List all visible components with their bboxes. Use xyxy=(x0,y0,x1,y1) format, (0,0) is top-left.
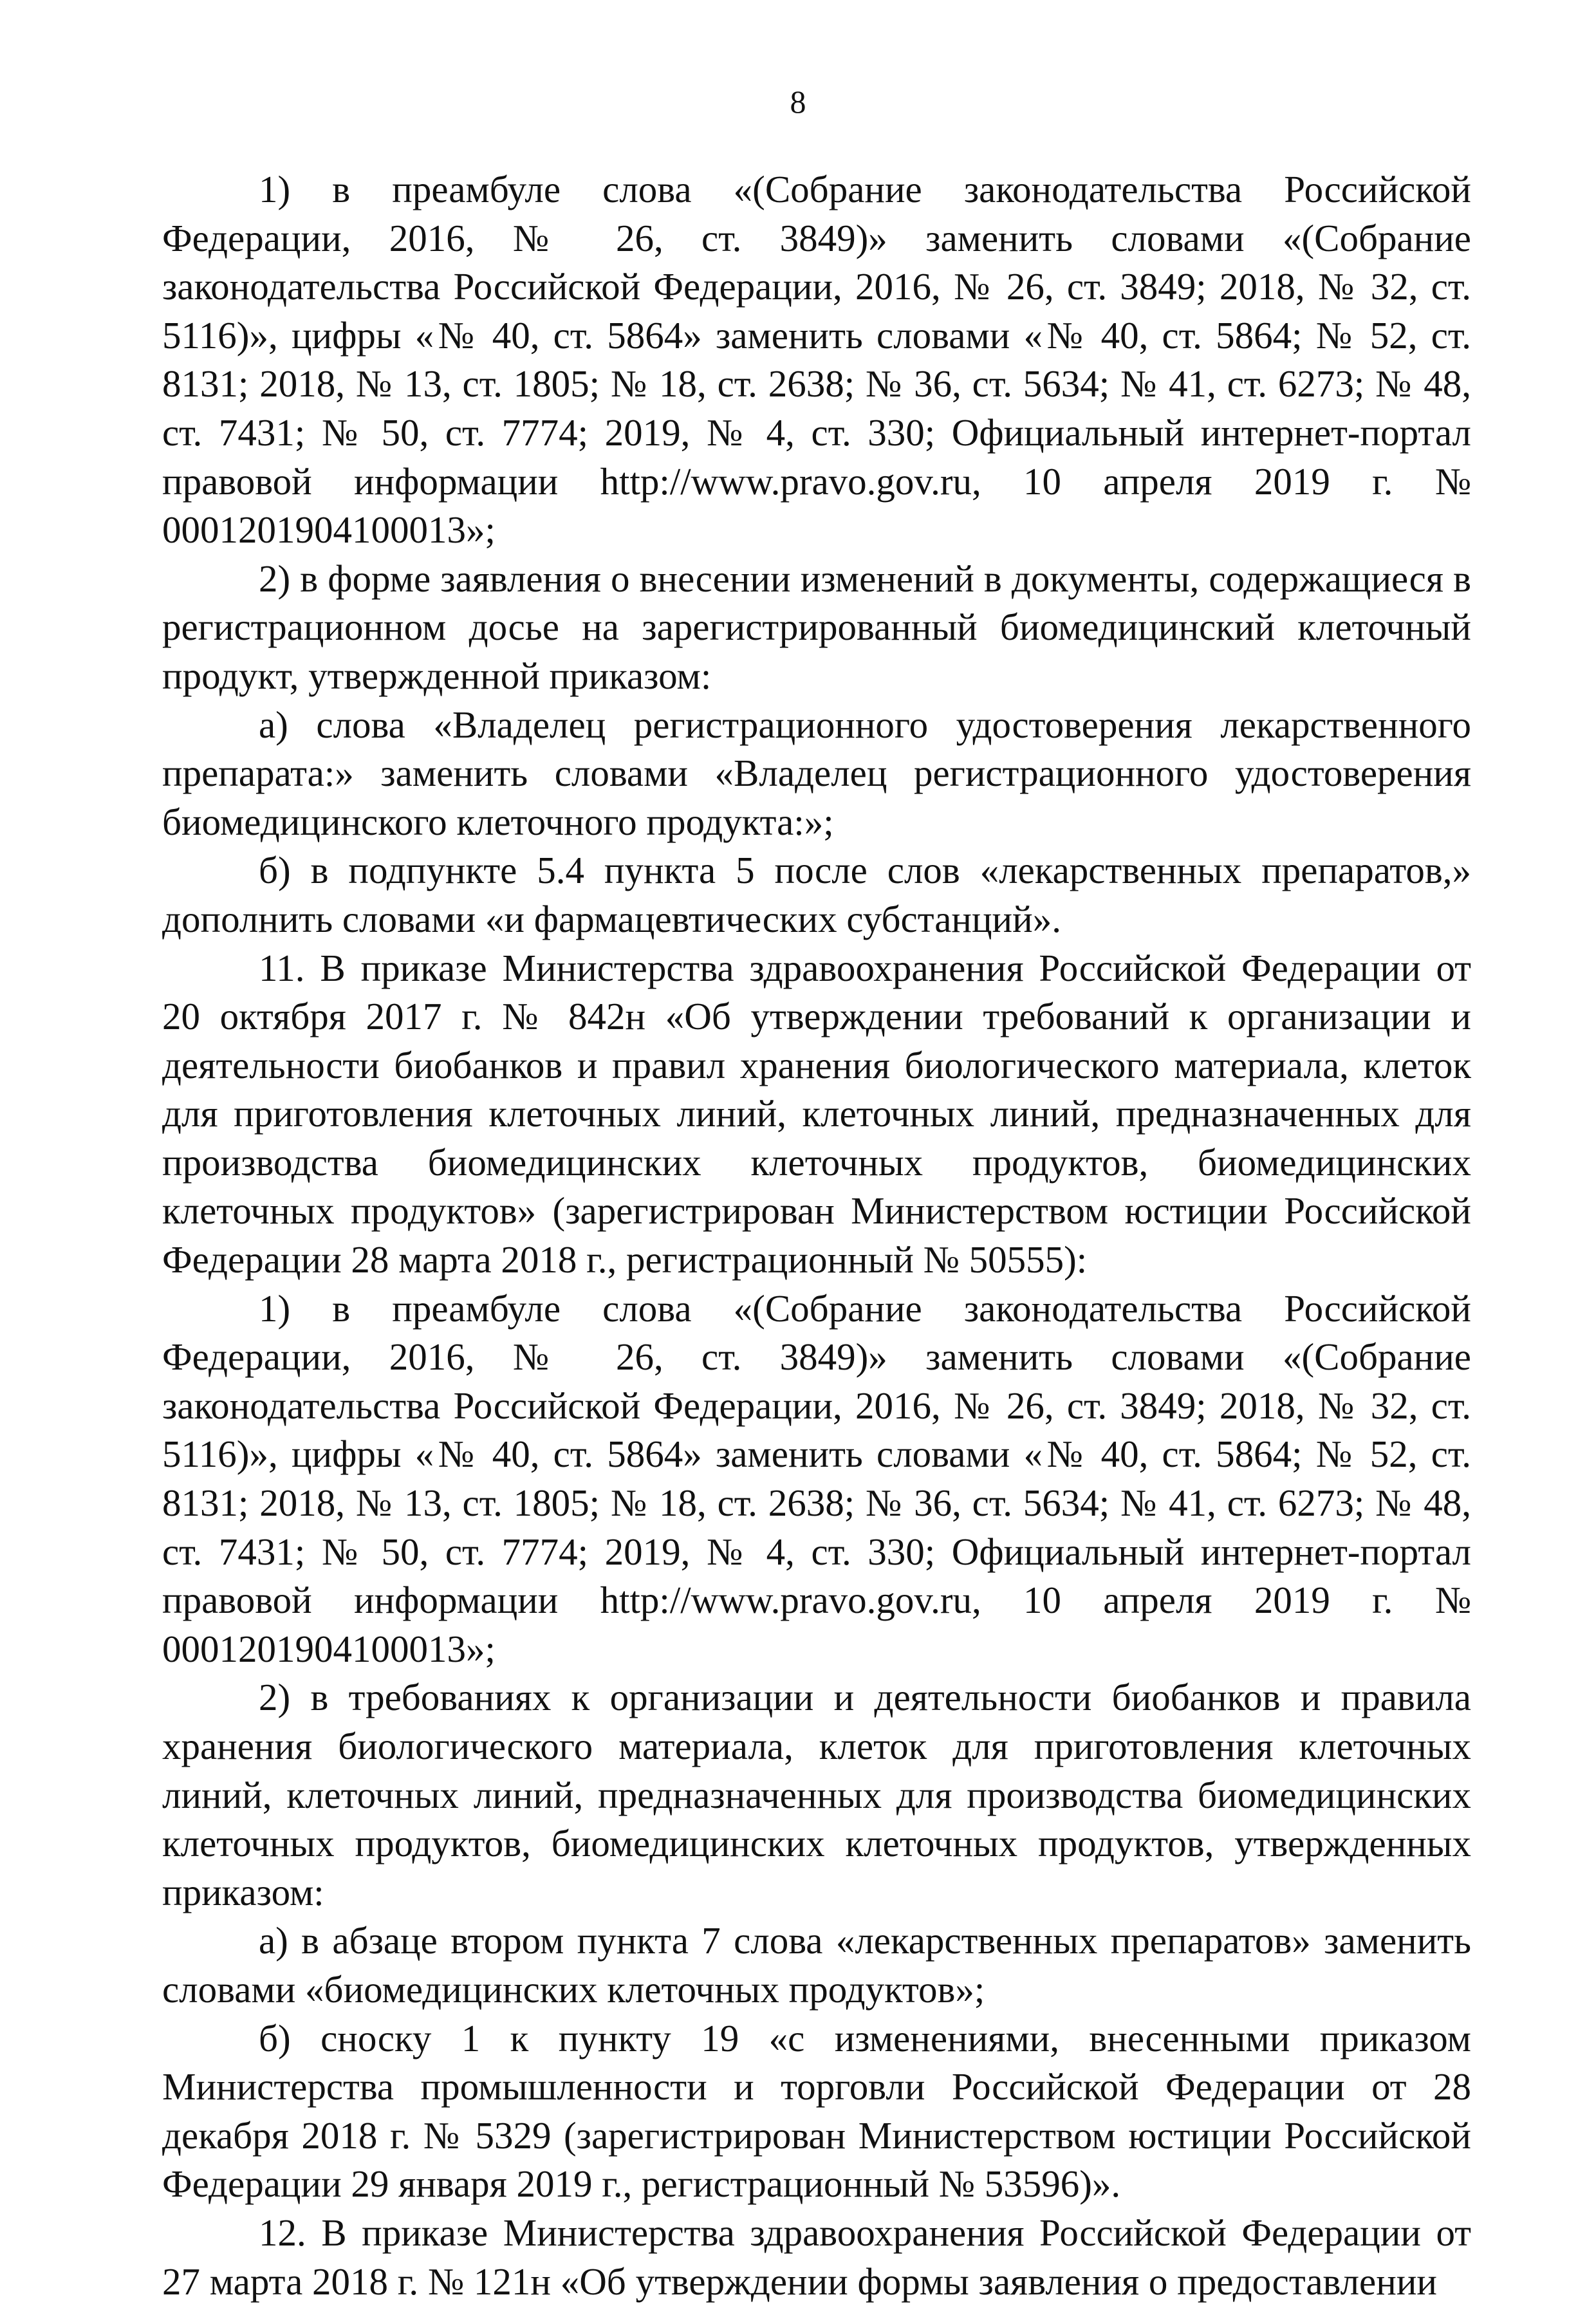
paragraph-2-application-form: 2) в форме заявления о внесении изменений в документы, содержащиеся в регистрационном досье на зарегистрированный биомедицинский клеточный продукт, утвержденной приказом: xyxy=(162,557,1471,697)
paragraph-2-biobank-requirements: 2) в требованиях к организации и деятельности биобанков и правила хранения биологического материала, клеток для приготовления клеточных линий, клеточных линий, предназначенных для производства биомедицинских клеточных продуктов, биомедицинских клеточных продуктов, утвержденных приказом: xyxy=(162,1676,1471,1913)
paragraph-1-preamble-second: 1) в преамбуле слова «(Собрание законодательства Российской Федерации, 2016, № 26, ст. 3849)» заменить словами «(Собрание законодательства Российской Федерации, 2016, № 26, ст. 3849; 2018, № 32, ст. 5116)», цифры «№ 40, ст. 5864» заменить словами «№ 40, ст. 5864; № 52, ст. 8131; 2018, № 13, ст. 1805; № 18, ст. 2638; № 36, ст. 5634; № 41, ст. 6273; № 48, ст. 7431; № 50, ст. 7774; 2019, № 4, ст. 330; Официальный интернет-портал правовой информации http://www.pravo.gov.ru, 10 апреля 2019 г. № 0001201904100013»; xyxy=(162,1287,1471,1670)
document-body xyxy=(162,165,1471,2306)
paragraph-b-footnote-1: б) сноску 1 к пункту 19 «с изменениями, внесенными приказом Министерства промышленности и торговли Российской Федерации от 28 декабря 2018 г. № 5329 (зарегистрирован Министерством юстиции Российской Федерации 29 января 2019 г., регистрационный № 53596)». xyxy=(162,2016,1471,2206)
page-number: 8 xyxy=(790,84,806,120)
paragraph-1-preamble: 1) в преамбуле слова «(Собрание законодательства Российской Федерации, 2016, № 26, ст. 3849)» заменить словами «(Собрание законодательства Российской Федерации, 2016, № 26, ст. 3849; 2018, № 32, ст. 5116)», цифры «№ 40, ст. 5864» заменить словами «№ 40, ст. 5864; № 52, ст. 8131; 2018, № 13, ст. 1805; № 18, ст. 2638; № 36, ст. 5634; № 41, ст. 6273; № 48, ст. 7431; № 50, ст. 7774; 2019, № 4, ст. 330; Официальный интернет-портал правовой информации http://www.pravo.gov.ru, 10 апреля 2019 г. № 0001201904100013»; xyxy=(162,168,1471,552)
paragraph-a-point-7: а) в абзаце втором пункта 7 слова «лекарственных препаратов» заменить словами «биомедицинских клеточных продуктов»; xyxy=(162,1919,1471,2011)
paragraph-a-owner-words: а) слова «Владелец регистрационного удостоверения лекарственного препарата:» заменить словами «Владелец регистрационного удостоверения биомедицинского клеточного продукта:»; xyxy=(162,703,1471,843)
paragraph-11-order-842n: 11. В приказе Министерства здравоохранения Российской Федерации от 20 октября 2017 г. № 842н «Об утверждении требований к организации и деятельности биобанков и правил хранения биологического материала, клеток для приготовления клеточных линий, клеточных линий, предназначенных для производства биомедицинских клеточных продуктов, биомедицинских клеточных продуктов» (зарегистрирован Министерством юстиции Российской Федерации 28 марта 2018 г., регистрационный № 50555): xyxy=(162,946,1471,1281)
paragraph-12-order-121n: 12. В приказе Министерства здравоохранения Российской Федерации от 27 марта 2018 г. № 121н «Об утверждении формы заявления о предоставлении xyxy=(162,2211,1471,2303)
paragraph-b-subpoint-5-4: б) в подпункте 5.4 пункта 5 после слов «лекарственных препаратов,» дополнить словами «и фармацевтических субстанций». xyxy=(162,849,1471,940)
